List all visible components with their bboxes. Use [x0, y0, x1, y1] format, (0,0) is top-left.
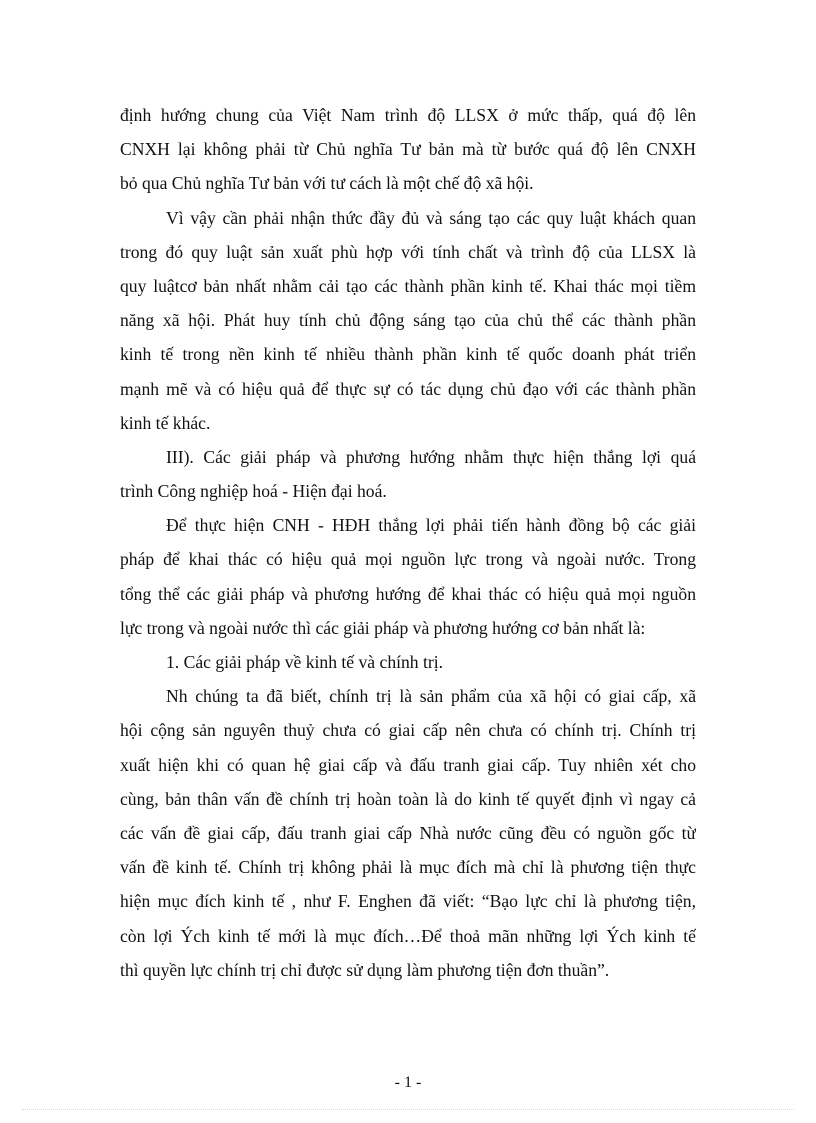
- page-number: - 1 -: [394, 1074, 422, 1091]
- text-line: pháp để khai thác có hiệu quả mọi nguồn lực trong và ngoài nước. Trong: [120, 549, 696, 570]
- text-line: III). Các giải pháp và phương hướng nhằm thực hiện thắng lợi quá: [166, 446, 696, 467]
- text-line: cùng, bản thân vấn đề chính trị hoàn toàn là do kinh tế quyết định vì ngay cả: [120, 788, 696, 809]
- text-line: tổng thể các giải pháp và phương hướng để khai thác có hiệu quả mọi nguồn: [120, 583, 696, 604]
- text-line: Vì vậy cần phải nhận thức đầy đủ và sáng tạo các quy luật khách quan: [166, 207, 696, 228]
- text-line: quy luậtcơ bản nhất nhằm cải tạo các thành phần kinh tế. Khai thác mọi tiềm: [120, 275, 696, 296]
- page-bottom-rule: [22, 1109, 794, 1110]
- text-line: Để thực hiện CNH - HĐH thắng lợi phải tiến hành đồng bộ các giải: [166, 515, 696, 536]
- paragraph: [120, 98, 696, 201]
- document-body: [120, 98, 696, 987]
- paragraph: [120, 508, 696, 645]
- text-line: thì quyền lực chính trị chỉ được sử dụng làm phương tiện đơn thuần”.: [120, 959, 610, 980]
- text-line: kinh tế trong nền kinh tế nhiều thành phần kinh tế quốc doanh phát triển: [120, 344, 696, 365]
- paragraph: [120, 679, 696, 987]
- text-line: 1. Các giải pháp về kinh tế và chính trị.: [166, 652, 444, 672]
- text-line: Nh chúng ta đã biết, chính trị là sản phẩm của xã hội có giai cấp, xã: [166, 686, 696, 707]
- text-line: xuất hiện khi có quan hệ giai cấp và đấu tranh giai cấp. Tuy nhiên xét cho: [120, 754, 696, 775]
- text-line: còn lợi Ých kinh tế mới là mục đích…Để thoả mãn những lợi Ých kinh tế: [120, 925, 696, 946]
- text-line: CNXH lại không phải từ Chủ nghĩa Tư bản mà từ bước quá độ lên CNXH: [120, 139, 696, 160]
- text-line: mạnh mẽ và có hiệu quả để thực sự có tác dụng chủ đạo với các thành phần: [120, 378, 696, 399]
- text-line: định hướng chung của Việt Nam trình độ LLSX ở mức thấp, quá độ lên: [120, 105, 696, 125]
- text-line: trong đó quy luật sản xuất phù hợp với tính chất và trình độ của LLSX là: [120, 241, 696, 262]
- text-line: hội cộng sản nguyên thuỷ chưa có giai cấp nên chưa có chính trị. Chính trị: [120, 720, 696, 741]
- text-line: các vấn đề giai cấp, đấu tranh giai cấp Nhà nước cũng đều có nguồn gốc từ: [120, 822, 696, 843]
- text-line: vấn đề kinh tế. Chính trị không phải là mục đích mà chỉ là phương tiện thực: [120, 857, 696, 878]
- text-line: năng xã hội. Phát huy tính chủ động sáng tạo của chủ thể các thành phần: [120, 310, 696, 331]
- text-line: kinh tế khác.: [120, 412, 211, 433]
- text-line: bỏ qua Chủ nghĩa Tư bản với tư cách là một chế độ xã hội.: [120, 173, 534, 194]
- text-line: hiện mục đích kinh tế , như F. Enghen đã viết: “Bạo lực chỉ là phương tiện,: [120, 891, 696, 912]
- paragraph: [120, 440, 696, 508]
- text-line: lực trong và ngoài nước thì các giải pháp và phương hướng cơ bản nhất là:: [120, 617, 646, 638]
- text-line: trình Công nghiệp hoá - Hiện đại hoá.: [120, 481, 387, 502]
- paragraph: [120, 201, 696, 440]
- paragraph: [120, 645, 696, 679]
